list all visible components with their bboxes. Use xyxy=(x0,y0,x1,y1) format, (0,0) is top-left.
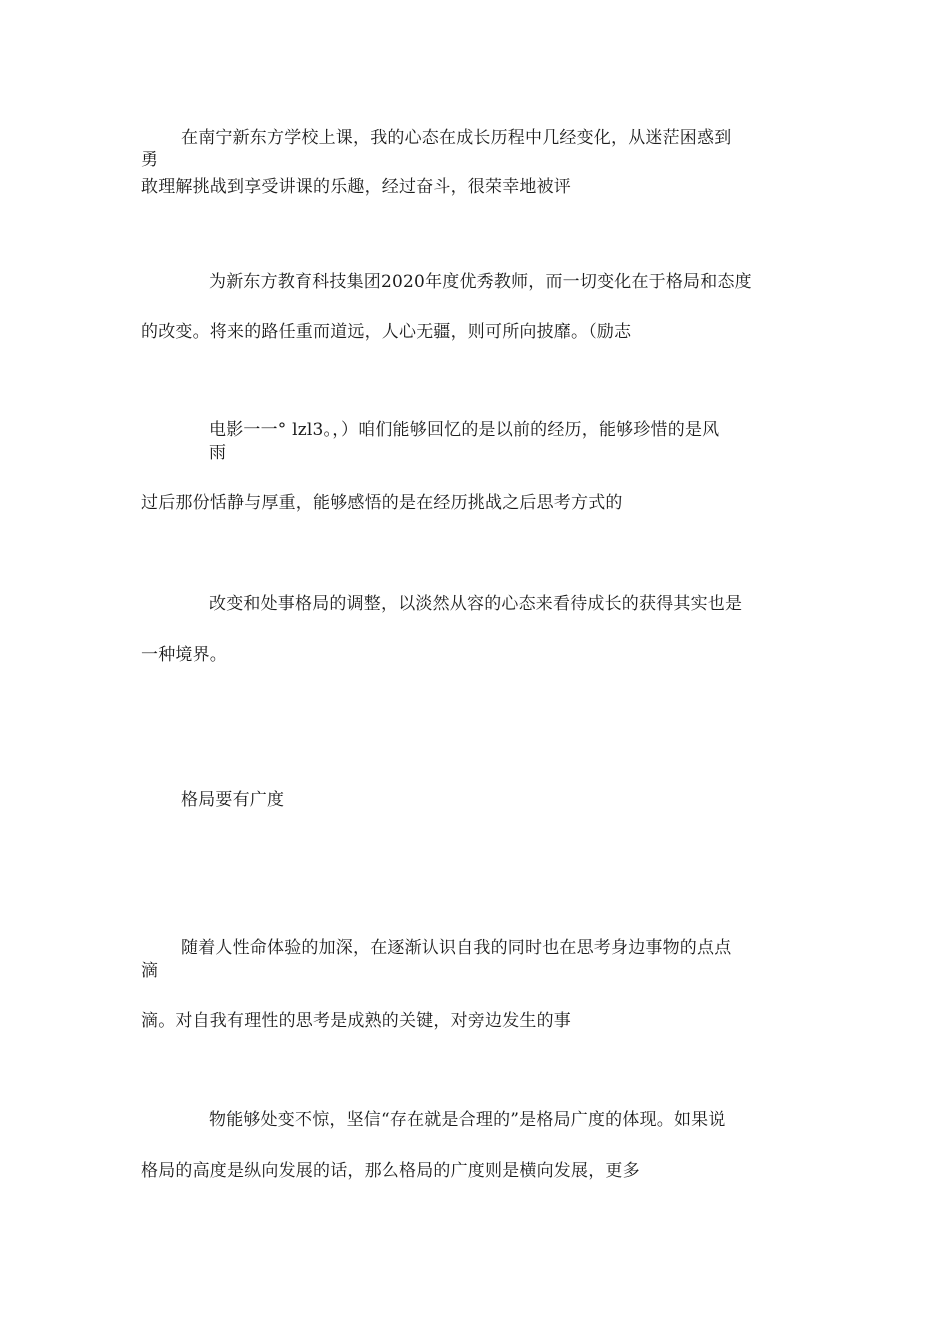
paragraph-line: 勇 xyxy=(141,150,159,170)
paragraph-line: 为新东方教育科技集团2020年度优秀教师，而一切变化在于格局和态度 xyxy=(209,272,752,292)
paragraph-line: 改变和处事格局的调整，以淡然从容的心态来看待成长的获得其实也是 xyxy=(209,594,743,614)
paragraph-line: 过后那份恬静与厚重，能够感悟的是在经历挑战之后思考方式的 xyxy=(141,493,623,513)
paragraph-line: 敢理解挑战到享受讲课的乐趣，经过奋斗，很荣幸地被评 xyxy=(141,177,571,197)
section-heading: 格局要有广度 xyxy=(181,790,285,810)
paragraph-line: 滴。对自我有理性的思考是成熟的关键，对旁边发生的事 xyxy=(141,1011,571,1031)
paragraph-line: 在南宁新东方学校上课，我的心态在成长历程中几经变化，从迷茫困惑到 xyxy=(181,128,732,148)
paragraph-line: 滴 xyxy=(141,961,159,981)
paragraph-line: 雨 xyxy=(209,443,227,463)
paragraph-line: 的改变。将来的路任重而道远，人心无疆，则可所向披靡。（励志 xyxy=(141,322,632,342)
paragraph-line: 物能够处变不惊，坚信“存在就是合理的”是格局广度的体现。如果说 xyxy=(209,1110,726,1130)
paragraph-line: 格局的高度是纵向发展的话，那么格局的广度则是横向发展，更多 xyxy=(141,1161,640,1181)
paragraph-line: 电影一一° lzl3。，）咱们能够回忆的是以前的经历，能够珍惜的是风 xyxy=(209,420,720,440)
paragraph-line: 一种境界。 xyxy=(141,645,227,665)
paragraph-line: 随着人性命体验的加深，在逐渐认识自我的同时也在思考身边事物的点点 xyxy=(181,938,732,958)
